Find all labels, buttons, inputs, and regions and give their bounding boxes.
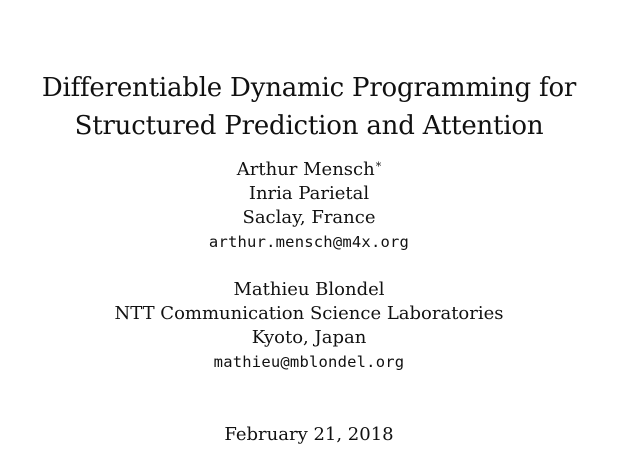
title-line-2: Structured Prediction and Attention (74, 111, 544, 142)
author-email: arthur.mensch@m4x.org (208, 233, 410, 251)
author-location: Saclay, France (242, 207, 376, 228)
author-affiliation: Inria Parietal (248, 183, 370, 204)
author-name: Mathieu Blondel (233, 279, 385, 300)
paper-title (0, 69, 618, 145)
title-line-1: Differentiable Dynamic Programming for (41, 73, 577, 104)
footnote-mark: * (375, 160, 382, 173)
author-location: Kyoto, Japan (251, 327, 367, 348)
author-block-2 (0, 278, 618, 374)
author-affiliation: NTT Communication Science Laboratories (114, 303, 504, 324)
author-block-1 (0, 158, 618, 254)
paper-date: February 21, 2018 (224, 424, 394, 445)
author-name: Arthur Mensch (236, 159, 375, 180)
author-email: mathieu@mblondel.org (213, 353, 405, 371)
